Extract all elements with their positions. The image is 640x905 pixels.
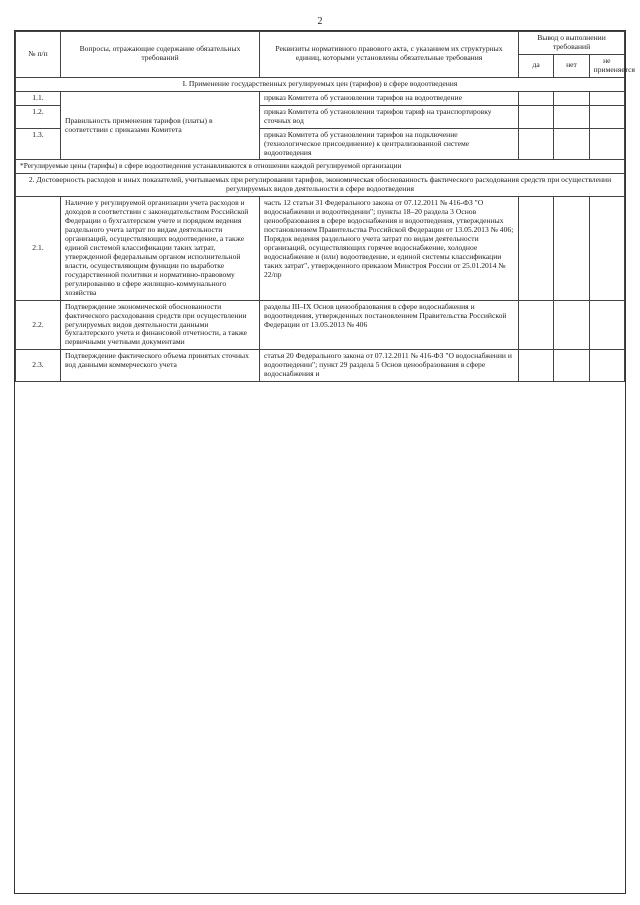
- row-reference: приказ Комитета об установлении тарифов тариф на транспортировку сточных вод: [260, 105, 519, 128]
- header-reference: Реквизиты нормативного правового акта, с указанием их структурных единиц, которыми установлены обязательные требования: [260, 32, 519, 78]
- cell-yes: [519, 350, 554, 382]
- section-row: [16, 174, 625, 197]
- table-row: [16, 197, 625, 300]
- header-na: не применяется: [589, 54, 624, 77]
- row-num: 2.2.: [16, 300, 61, 350]
- row-question: Подтверждение фактического объема принятых сточных вод данными коммерческого учета: [61, 350, 260, 382]
- row-reference: статья 20 Федерального закона от 07.12.2011 № 416-ФЗ "О водоснабжении и водоотведении"; пункт 29 раздела 5 Основ ценообразования в сфере водоснабжения и: [260, 350, 519, 382]
- header-yes: да: [519, 54, 554, 77]
- page-number: 2: [317, 16, 323, 27]
- section-2-title: 2. Достоверность расходов и иных показателей, учитываемых при регулировании тарифов, экономическая обоснованность фактического расходования средств при осуществлении регулируемых видов деятельности в сфере водоотведения: [16, 174, 625, 197]
- table-row: [16, 300, 625, 350]
- table-row: [16, 350, 625, 382]
- cell-no: [554, 197, 589, 300]
- row-question: Подтверждение экономической обоснованности фактического расходования средств при осуществлении регулируемых видов деятельности данными бухгалтерского учета и финансовой отчетности, а также первичными учетными документами: [61, 300, 260, 350]
- table-row: [16, 91, 625, 105]
- row-num: 2.3.: [16, 350, 61, 382]
- cell-no: [554, 91, 589, 105]
- row-reference: приказ Комитета об установлении тарифов на водоотведение: [260, 91, 519, 105]
- cell-na: [589, 350, 624, 382]
- requirements-table: [15, 31, 635, 382]
- header-question: Вопросы, отражающие содержание обязательных требований: [61, 32, 260, 78]
- row-num: 2.1.: [16, 197, 61, 300]
- section-1-title: I. Применение государственных регулируемых цен (тарифов) в сфере водоотведения: [16, 77, 625, 91]
- row-reference: разделы III–IX Основ ценообразования в сфере водоснабжения и водоотведения, утвержденных постановлением Правительства Российской Федерации от 13.05.2013 № 406: [260, 300, 519, 350]
- row-num: 1.3.: [16, 128, 61, 160]
- cell-na: [589, 91, 624, 105]
- header-no: нет: [554, 54, 589, 77]
- cell-no: [554, 300, 589, 350]
- cell-yes: [519, 91, 554, 105]
- header-conclusion: Вывод о выполнении требований: [519, 32, 625, 55]
- cell-no: [554, 350, 589, 382]
- cell-yes: [519, 197, 554, 300]
- row-num: 1.2.: [16, 105, 61, 128]
- cell-na: [589, 128, 624, 160]
- cell-na: [589, 105, 624, 128]
- table-header-row: [16, 32, 625, 55]
- footnote: *Регулируемые цены (тарифы) в сфере водоотведения устанавливаются в отношении каждой регулируемой организации: [16, 160, 625, 174]
- row-question: Наличие у регулируемой организации учета расходов и доходов в соответствии с законодательством Российской Федерации о бухгалтерском учете и порядком ведения раздельного учета затрат по видам деятельности организаций, осуществляющих водоотведение, а также единой системой классификации таких затрат, утвержденной федеральным органом исполнительной власти, осуществляющим функции по выработке государственной политики и нормативно-правовому регулированию в сфере жилищно-коммунального хозяйства: [61, 197, 260, 300]
- cell-na: [589, 197, 624, 300]
- row-question: Правильность применения тарифов (платы) в соответствии с приказами Комитета: [61, 91, 260, 160]
- requirements-table-sheet: [14, 30, 635, 894]
- cell-yes: [519, 105, 554, 128]
- row-reference: приказ Комитета об установлении тарифов на подключение (технологическое присоединение) к централизованной системе водоотведения: [260, 128, 519, 160]
- cell-no: [554, 105, 589, 128]
- row-num: 1.1.: [16, 91, 61, 105]
- header-num: № п/п: [16, 32, 61, 78]
- section-row: [16, 77, 625, 91]
- cell-yes: [519, 300, 554, 350]
- cell-yes: [519, 128, 554, 160]
- cell-no: [554, 128, 589, 160]
- cell-na: [589, 300, 624, 350]
- footnote-row: [16, 160, 625, 174]
- row-reference: часть 12 статьи 31 Федерального закона от 07.12.2011 № 416-ФЗ "О водоснабжении и водоотведении"; пункты 18–20 раздела 3 Основ ценообразования в сфере водоснабжения и водоотведения, утвержденных постановлением Правительства Российской Федерации от 13.05.2013 № 406; Порядок ведения раздельного учета затрат по видам деятельности организаций, осуществляющих горячее водоснабжение, холодное водоснабжение и (или) водоотведение, и единой системы классификации таких затрат", утвержденного приказом Минстроя России от 25.01.2014 № 22/пр: [260, 197, 519, 300]
